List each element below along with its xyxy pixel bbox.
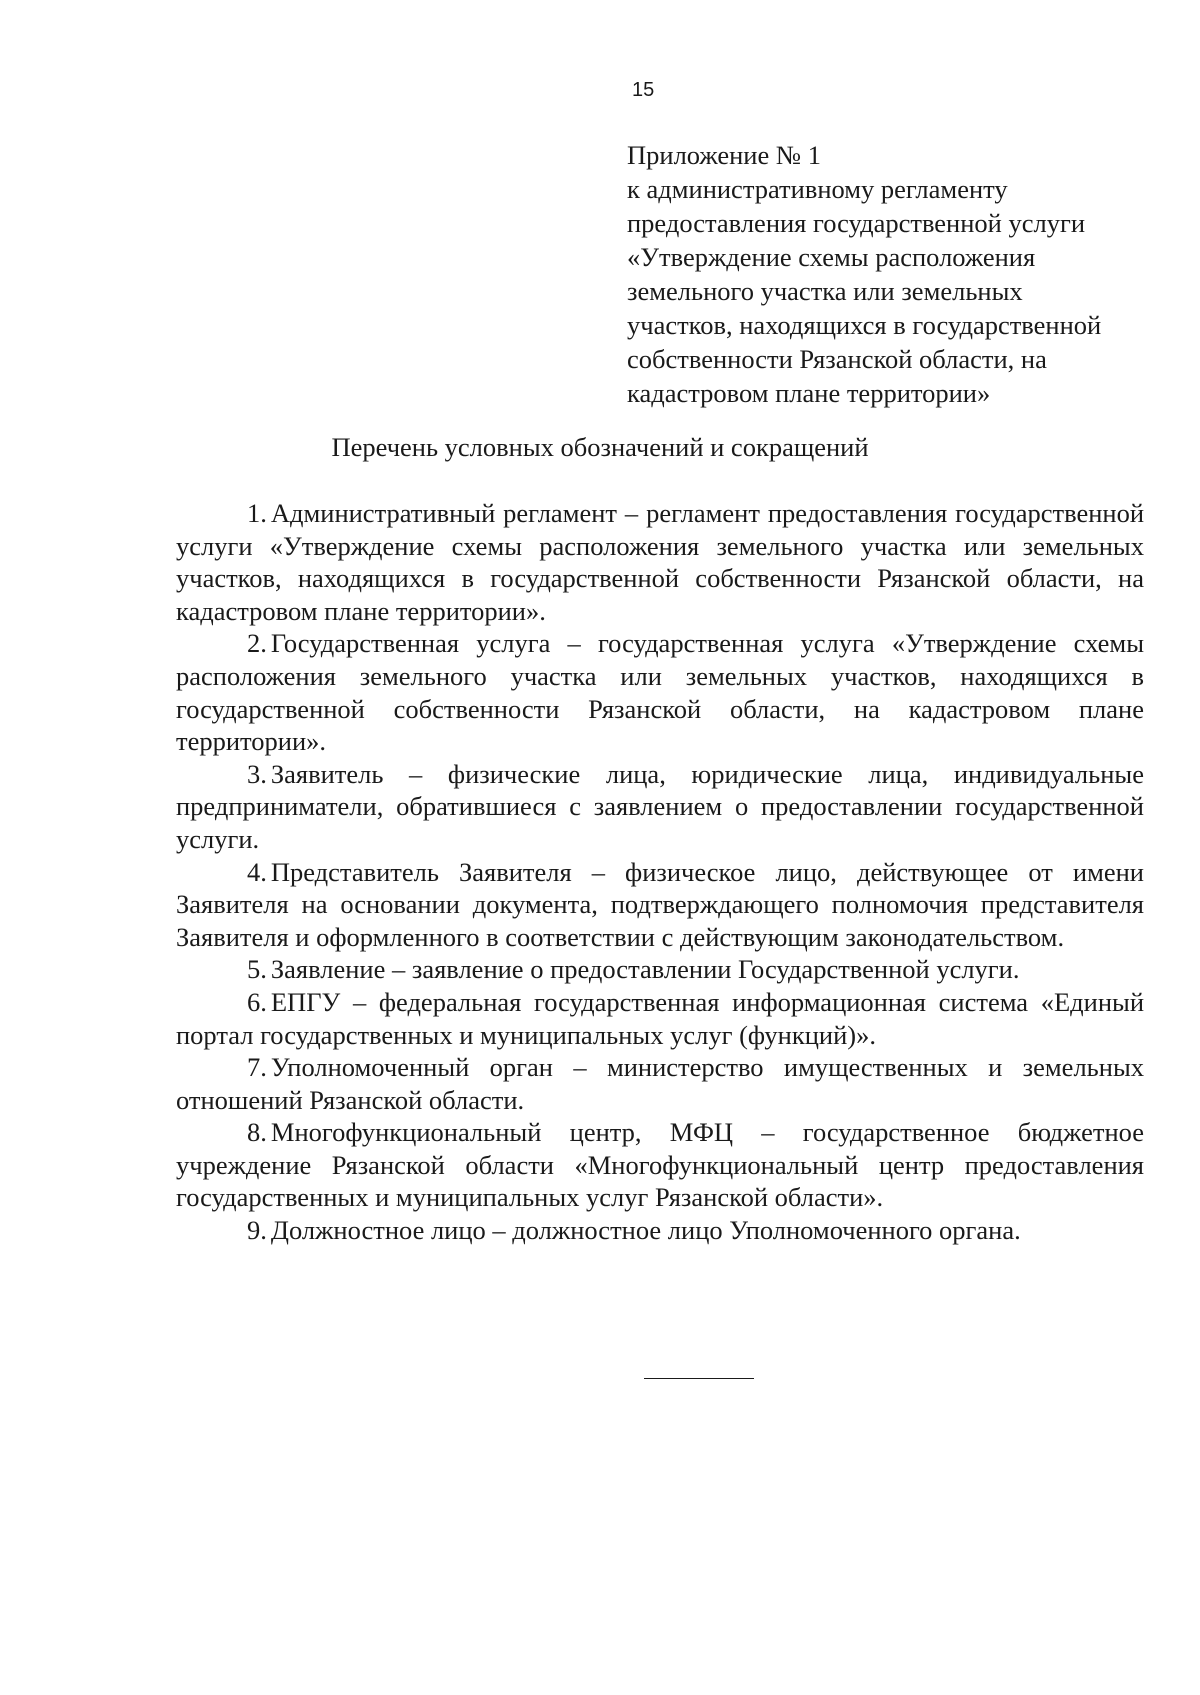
definition-item — [176, 627, 1144, 757]
item-text: Должностное лицо – должностное лицо Уполномоченного органа. — [270, 1215, 1021, 1246]
item-number: 5. — [247, 954, 267, 985]
appendix-line: «Утверждение схемы расположения — [627, 242, 1036, 272]
definition-item — [176, 856, 1144, 954]
item-text: Административный регламент – регламент предоставления государственной услуги «Утверждение схемы расположения земельного участка или земельных участков, находящихся в государственной собственности Рязанской области, на кадастровом плане территории». — [176, 498, 1144, 626]
page-number: 15 — [632, 79, 655, 101]
item-number: 2. — [247, 628, 267, 659]
item-text: Уполномоченный орган – министерство имущественных и земельных отношений Рязанской области. — [176, 1052, 1144, 1115]
end-of-document-rule — [644, 1378, 754, 1379]
item-number: 4. — [247, 856, 267, 887]
appendix-line: кадастровом плане территории» — [627, 378, 991, 408]
appendix-header — [627, 138, 1147, 410]
item-text: Многофункциональный центр, МФЦ – государственное бюджетное учреждение Рязанской области «Многофункциональный центр предоставления государственных и муниципальных услуг Рязанской области». — [176, 1117, 1144, 1213]
definition-item — [176, 1214, 1144, 1247]
item-text: Представитель Заявителя – физическое лицо, действующее от имени Заявителя на основании документа, подтверждающего полномочия представителя Заявителя и оформленного в соответствии с действующим законодательством. — [176, 856, 1144, 952]
definition-item — [176, 758, 1144, 856]
definition-item — [176, 1116, 1144, 1214]
definition-item — [176, 1051, 1144, 1116]
definition-item — [176, 986, 1144, 1051]
item-number: 6. — [247, 986, 267, 1017]
item-number: 7. — [247, 1052, 267, 1083]
appendix-line: участков, находящихся в государственной — [627, 310, 1102, 340]
appendix-line: Приложение № 1 — [627, 140, 822, 170]
item-text: ЕПГУ – федеральная государственная информационная система «Единый портал государственных и муниципальных услуг (функций)». — [176, 986, 1144, 1050]
definition-item — [176, 497, 1144, 627]
definition-item — [176, 953, 1144, 986]
definitions-list — [176, 497, 1144, 1247]
item-number: 9. — [247, 1215, 267, 1246]
appendix-line: к административному регламенту — [627, 174, 1008, 204]
appendix-line: собственности Рязанской области, на — [627, 344, 1047, 374]
appendix-line: предоставления государственной услуги — [627, 208, 1086, 238]
item-number: 8. — [247, 1117, 267, 1148]
item-number: 3. — [247, 758, 267, 789]
item-number: 1. — [247, 498, 267, 528]
item-text: Государственная услуга – государственная услуга «Утверждение схемы расположения земельного участка или земельных участков, находящихся в государственной собственности Рязанской области, на кадастровом плане территории». — [176, 628, 1144, 757]
item-text: Заявитель – физические лица, юридические лица, индивидуальные предприниматели, обратившиеся с заявлением о предоставлении государственной услуги. — [176, 758, 1144, 854]
document-title: Перечень условных обозначений и сокращений — [331, 432, 869, 462]
appendix-line: земельного участка или земельных — [627, 276, 1023, 306]
item-text: Заявление – заявление о предоставлении Государственной услуги. — [270, 954, 1020, 985]
